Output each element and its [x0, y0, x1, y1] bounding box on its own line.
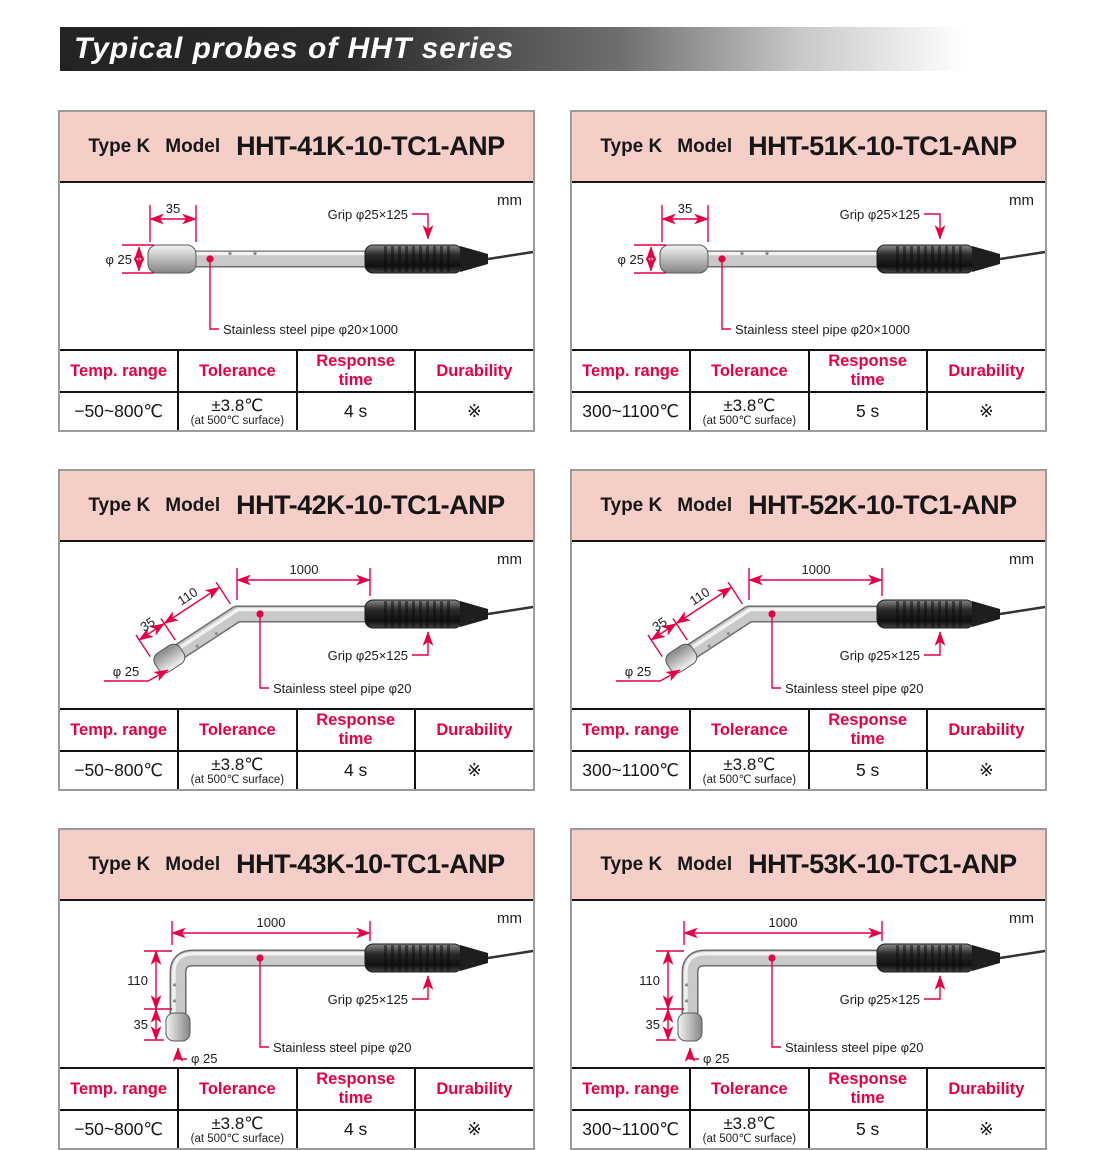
pipe-label: Stainless steel pipe φ20×1000 — [223, 322, 399, 337]
model-word: Model — [677, 135, 733, 157]
card-header — [60, 471, 533, 542]
unit-label: mm — [497, 192, 522, 209]
temp-range-value: −50~800℃ — [60, 392, 178, 430]
dim-35-label: 35 — [137, 613, 158, 635]
grip-label: Grip φ25×125 — [839, 648, 920, 663]
dia-25-label: φ 25 — [617, 252, 644, 267]
temp-range-value: 300~1100℃ — [572, 392, 690, 430]
tolerance-note: (at 500℃ surface) — [190, 773, 285, 786]
col-header-tolerance: Tolerance — [690, 350, 808, 392]
type-label: Type K — [88, 494, 151, 516]
col-header-temp-range: Temp. range — [572, 350, 690, 392]
probe-card-43k — [58, 828, 535, 1150]
probe-diagram-angled — [60, 542, 533, 708]
dim-35-label: 35 — [649, 613, 670, 635]
tolerance-main: ±3.8℃ — [723, 754, 776, 774]
model-word: Model — [165, 494, 221, 516]
tolerance-value — [690, 392, 808, 430]
probe-cable — [488, 951, 533, 958]
probe-cards-grid — [58, 110, 1047, 1150]
right-angle-probe-drawing — [572, 901, 1045, 1067]
pipe-label: Stainless steel pipe φ20×1000 — [735, 322, 911, 337]
model-number: HHT-43K-10-TC1-ANP — [236, 849, 505, 879]
col-header-durability: Durability — [927, 1068, 1045, 1110]
col-header-response-time: Response time — [297, 1068, 415, 1110]
probe-diagram-right-angle — [572, 901, 1045, 1067]
spec-table — [572, 708, 1045, 789]
model-number: HHT-53K-10-TC1-ANP — [748, 849, 1017, 879]
tolerance-main: ±3.8℃ — [211, 395, 264, 415]
dim-35-label: 35 — [645, 1017, 660, 1032]
model-word: Model — [677, 494, 733, 516]
probe-cable — [1000, 252, 1045, 259]
response-time-value: 5 s — [809, 1110, 927, 1148]
model-word: Model — [677, 853, 733, 875]
pipe-label: Stainless steel pipe φ20 — [785, 681, 924, 696]
probe-card-51k — [570, 110, 1047, 432]
probe-card-53k — [570, 828, 1047, 1150]
durability-value: ※ — [415, 1110, 533, 1148]
dim-35-label: 35 — [165, 201, 181, 216]
col-header-response-time: Response time — [809, 709, 927, 751]
model-number: HHT-41K-10-TC1-ANP — [236, 131, 505, 161]
spec-table — [60, 708, 533, 789]
col-header-temp-range: Temp. range — [60, 1068, 178, 1110]
tolerance-main: ±3.8℃ — [723, 1113, 776, 1133]
straight-probe-drawing — [572, 183, 1045, 349]
col-header-temp-range: Temp. range — [572, 1068, 690, 1110]
card-header — [572, 830, 1045, 901]
temp-range-value: −50~800℃ — [60, 751, 178, 789]
type-label: Type K — [600, 494, 663, 516]
probe-diagram-straight — [60, 183, 533, 349]
type-label: Type K — [88, 135, 151, 157]
response-time-value: 5 s — [809, 751, 927, 789]
col-header-tolerance: Tolerance — [178, 1068, 296, 1110]
response-time-value: 4 s — [297, 751, 415, 789]
col-header-tolerance: Tolerance — [690, 709, 808, 751]
col-header-durability: Durability — [927, 709, 1045, 751]
card-header — [60, 112, 533, 183]
tolerance-value — [178, 392, 296, 430]
model-number: HHT-52K-10-TC1-ANP — [748, 490, 1017, 520]
grip-label: Grip φ25×125 — [327, 992, 408, 1007]
col-header-tolerance: Tolerance — [178, 350, 296, 392]
dim-1000-label: 1000 — [289, 562, 319, 577]
probe-card-52k — [570, 469, 1047, 791]
col-header-response-time: Response time — [297, 350, 415, 392]
col-header-temp-range: Temp. range — [60, 709, 178, 751]
type-label: Type K — [600, 135, 663, 157]
model-number: HHT-42K-10-TC1-ANP — [236, 490, 505, 520]
tolerance-note: (at 500℃ surface) — [190, 414, 285, 427]
straight-probe-drawing — [60, 183, 533, 349]
tolerance-main: ±3.8℃ — [723, 395, 776, 415]
col-header-durability: Durability — [415, 709, 533, 751]
card-header — [572, 112, 1045, 183]
probe-tip — [660, 245, 708, 273]
model-word: Model — [165, 853, 221, 875]
tolerance-value — [690, 1110, 808, 1148]
dim-1000-label: 1000 — [256, 915, 286, 930]
page-title-bar — [60, 27, 965, 71]
probe-cable — [488, 607, 533, 614]
angled-probe-drawing — [60, 542, 533, 708]
type-label: Type K — [600, 853, 663, 875]
temp-range-value: 300~1100℃ — [572, 751, 690, 789]
dia-25-label: φ 25 — [112, 664, 140, 679]
tolerance-main: ±3.8℃ — [211, 1113, 264, 1133]
durability-value: ※ — [415, 751, 533, 789]
unit-label: mm — [497, 551, 522, 568]
dim-1000-label: 1000 — [768, 915, 798, 930]
probe-diagram-right-angle — [60, 901, 533, 1067]
grip-label: Grip φ25×125 — [839, 992, 920, 1007]
tolerance-note: (at 500℃ surface) — [702, 773, 797, 786]
col-header-durability: Durability — [415, 1068, 533, 1110]
page-title: Typical probes of HHT series — [74, 32, 515, 65]
grip-label: Grip φ25×125 — [839, 207, 920, 222]
probe-diagram-straight — [572, 183, 1045, 349]
probe-cable — [488, 252, 533, 259]
pipe-label: Stainless steel pipe φ20 — [273, 681, 412, 696]
spec-table — [572, 1067, 1045, 1148]
grip-label: Grip φ25×125 — [327, 648, 408, 663]
unit-label: mm — [1009, 910, 1034, 927]
col-header-response-time: Response time — [809, 1068, 927, 1110]
durability-value: ※ — [415, 392, 533, 430]
spec-table — [60, 349, 533, 430]
tolerance-value — [690, 751, 808, 789]
dia-25-label: φ 25 — [624, 664, 652, 679]
col-header-durability: Durability — [927, 350, 1045, 392]
spec-table — [572, 349, 1045, 430]
dim-35-label: 35 — [133, 1017, 148, 1032]
model-word: Model — [165, 135, 221, 157]
dim-110-label: 110 — [639, 973, 660, 988]
durability-value: ※ — [927, 1110, 1045, 1148]
dia-25-label: φ 25 — [105, 252, 132, 267]
col-header-response-time: Response time — [297, 709, 415, 751]
durability-value: ※ — [927, 392, 1045, 430]
dia-25-label: φ 25 — [191, 1051, 218, 1066]
col-header-temp-range: Temp. range — [572, 709, 690, 751]
tolerance-note: (at 500℃ surface) — [702, 414, 797, 427]
col-header-tolerance: Tolerance — [690, 1068, 808, 1110]
unit-label: mm — [1009, 551, 1034, 568]
tolerance-note: (at 500℃ surface) — [702, 1132, 797, 1145]
dim-1000-label: 1000 — [801, 562, 831, 577]
tolerance-main: ±3.8℃ — [211, 754, 264, 774]
temp-range-value: 300~1100℃ — [572, 1110, 690, 1148]
probe-card-42k — [58, 469, 535, 791]
unit-label: mm — [1009, 192, 1034, 209]
dim-110-label: 110 — [127, 973, 148, 988]
tolerance-value — [178, 751, 296, 789]
pipe-label: Stainless steel pipe φ20 — [785, 1040, 924, 1055]
probe-card-41k — [58, 110, 535, 432]
probe-diagram-angled — [572, 542, 1045, 708]
temp-range-value: −50~800℃ — [60, 1110, 178, 1148]
spec-table — [60, 1067, 533, 1148]
response-time-value: 4 s — [297, 392, 415, 430]
right-angle-probe-drawing — [60, 901, 533, 1067]
probe-cable — [1000, 951, 1045, 958]
dim-110-label: 110 — [174, 584, 201, 609]
response-time-value: 4 s — [297, 1110, 415, 1148]
probe-tip — [148, 245, 196, 273]
probe-tip — [166, 1013, 190, 1041]
pipe-label: Stainless steel pipe φ20 — [273, 1040, 412, 1055]
angled-probe-drawing — [572, 542, 1045, 708]
unit-label: mm — [497, 910, 522, 927]
dia-25-label: φ 25 — [703, 1051, 730, 1066]
grip-label: Grip φ25×125 — [327, 207, 408, 222]
col-header-durability: Durability — [415, 350, 533, 392]
type-label: Type K — [88, 853, 151, 875]
durability-value: ※ — [927, 751, 1045, 789]
probe-cable — [1000, 607, 1045, 614]
col-header-temp-range: Temp. range — [60, 350, 178, 392]
tolerance-note: (at 500℃ surface) — [190, 1132, 285, 1145]
col-header-response-time: Response time — [809, 350, 927, 392]
model-number: HHT-51K-10-TC1-ANP — [748, 131, 1017, 161]
dim-110-label: 110 — [686, 584, 713, 609]
card-header — [60, 830, 533, 901]
tolerance-value — [178, 1110, 296, 1148]
response-time-value: 5 s — [809, 392, 927, 430]
dim-35-label: 35 — [677, 201, 693, 216]
col-header-tolerance: Tolerance — [178, 709, 296, 751]
probe-tip — [678, 1013, 702, 1041]
card-header — [572, 471, 1045, 542]
